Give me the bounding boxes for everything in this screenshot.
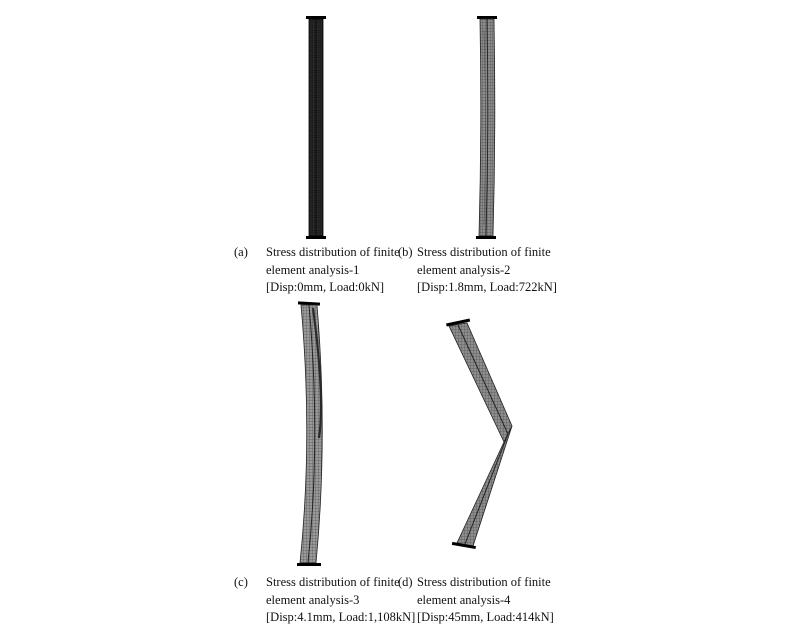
caption-d-line1: Stress distribution of finite bbox=[417, 575, 551, 589]
panel-label-c: (c) bbox=[234, 575, 248, 589]
fe-column-image-a bbox=[290, 10, 350, 245]
panel-label-a: (a) bbox=[234, 245, 248, 259]
caption-a-line1: Stress distribution of finite bbox=[266, 245, 400, 259]
panel-label-d: (d) bbox=[398, 575, 413, 589]
caption-d-line2: element analysis-4 bbox=[417, 592, 511, 607]
panel-label-b: (b) bbox=[398, 245, 413, 259]
caption-b-condition: [Disp:1.8mm, Load:722kN] bbox=[417, 280, 557, 294]
caption-a-condition: [Disp:0mm, Load:0kN] bbox=[266, 280, 385, 294]
top-end-plate bbox=[477, 16, 497, 19]
caption-d-condition: [Disp:45mm, Load:414kN] bbox=[417, 610, 554, 624]
caption-a-line2: element analysis-1 bbox=[266, 262, 360, 277]
caption-c-line2: element analysis-3 bbox=[266, 592, 360, 607]
bottom-end-plate bbox=[297, 563, 321, 566]
bottom-end-plate bbox=[476, 236, 496, 239]
caption-b-line1: Stress distribution of finite bbox=[417, 245, 551, 259]
top-end-plate bbox=[306, 16, 326, 19]
fe-column-image-d bbox=[440, 314, 530, 554]
caption-c-line1: Stress distribution of finite bbox=[266, 575, 400, 589]
caption-b-line2: element analysis-2 bbox=[417, 262, 511, 277]
caption-c-condition: [Disp:4.1mm, Load:1,108kN] bbox=[266, 610, 416, 624]
fe-column-image-b bbox=[460, 10, 520, 245]
fe-column-image-c bbox=[285, 298, 355, 573]
bottom-end-plate bbox=[306, 236, 326, 239]
column-upper-segment bbox=[449, 323, 512, 442]
